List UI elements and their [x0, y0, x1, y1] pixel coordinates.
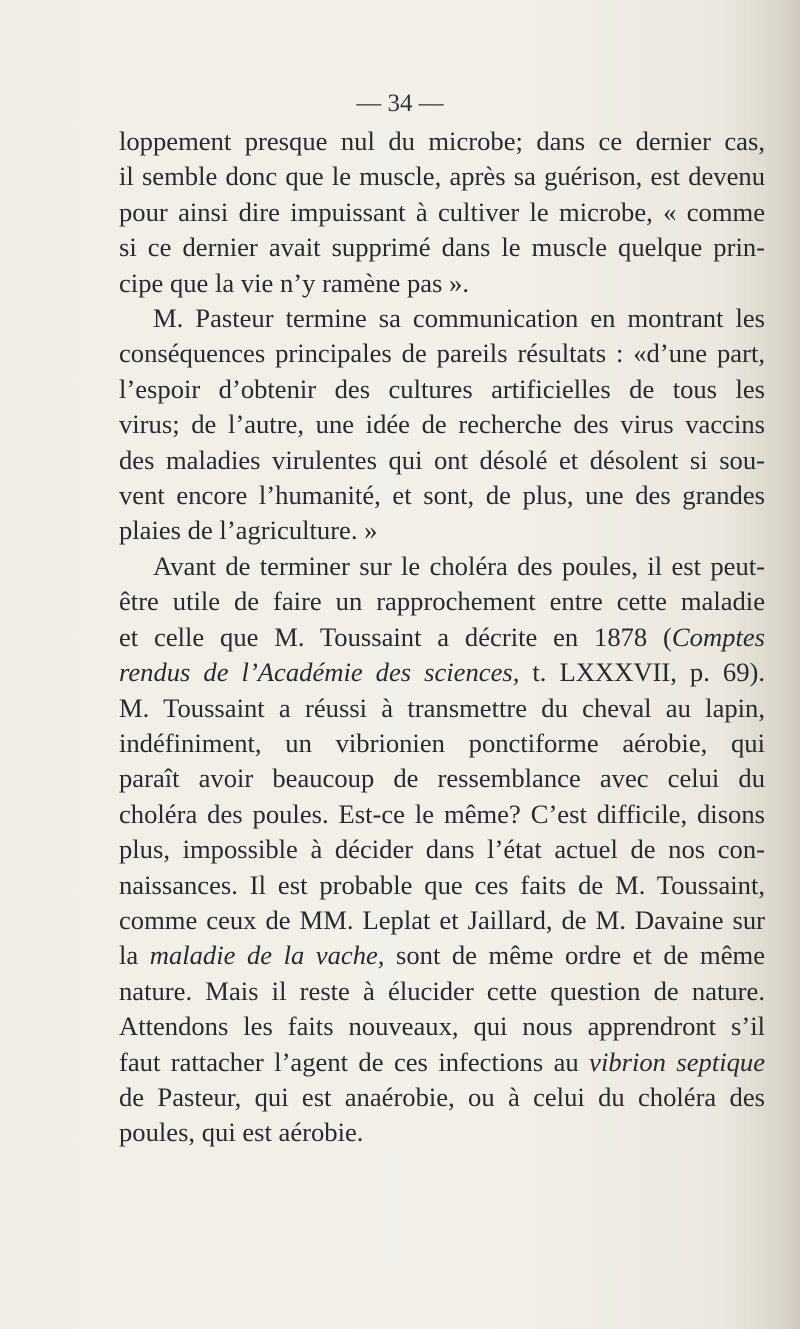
- text-run: sont de même ordre et de même: [384, 940, 766, 971]
- text-line: [119, 1045, 765, 1080]
- text-line: [119, 620, 765, 655]
- text-line: plus, impossible à décider dans l’état actuel de nos con-: [119, 834, 765, 865]
- text-line: poules, qui est aérobie.: [119, 1117, 364, 1148]
- text-line: l’espoir d’obtenir des cultures artificielles de tous les: [119, 373, 765, 404]
- text-line: choléra des poules. Est-ce le même? C’est difficile, disons: [119, 798, 765, 829]
- text-line: il semble donc que le muscle, après sa guérison, est devenu: [119, 161, 765, 192]
- text-line: des maladies virulentes qui ont désolé et désolent si sou-: [119, 444, 765, 475]
- text-line: nature. Mais il reste à élucider cette question de nature.: [119, 975, 765, 1006]
- citation-title: Comptes: [671, 621, 765, 652]
- text-line: si ce dernier avait supprimé dans le muscle quelque prin-: [119, 232, 765, 263]
- text-line: conséquences principales de pareils résultats : «d’une part,: [119, 338, 765, 369]
- text-line: naissances. Il est probable que ces faits de M. Toussaint,: [119, 869, 765, 900]
- text-line: loppement presque nul du microbe; dans ce dernier cas,: [119, 126, 765, 156]
- text-run: t. LXXXVII, p. 69).: [519, 657, 765, 688]
- text-line: être utile de faire un rapprochement entre cette maladie: [119, 586, 765, 617]
- text-line: virus; de l’autre, une idée de recherche des virus vaccins: [119, 409, 765, 440]
- text-line: Attendons les faits nouveaux, qui nous apprendront s’il: [119, 1011, 765, 1042]
- text-line: [119, 655, 765, 690]
- text-line: de Pasteur, qui est anaérobie, ou à celui du choléra des: [119, 1081, 765, 1112]
- text-run: la: [119, 940, 150, 971]
- paragraph-start: Avant de terminer sur le choléra des poules, il est peut-: [153, 550, 765, 581]
- text-run: et celle que M. Toussaint a décrite en 1878 (: [119, 621, 672, 652]
- text-line: vent encore l’humanité, et sont, de plus, une des grandes: [119, 480, 765, 511]
- body-text: [119, 124, 765, 1151]
- text-line: paraît avoir beaucoup de ressemblance avec celui du: [119, 763, 765, 794]
- page-number: — 34 —: [356, 90, 444, 117]
- text-line: indéfiniment, un vibrionien ponctiforme aérobie, qui: [119, 727, 765, 758]
- text-line: cipe que la vie n’y ramène pas ».: [119, 267, 470, 298]
- text-line: pour ainsi dire impuissant à cultiver le microbe, « comme: [119, 196, 765, 227]
- text-line: [119, 938, 765, 973]
- italic-term: maladie de la vache,: [149, 940, 385, 971]
- paragraph-start: M. Pasteur termine sa communication en montrant les: [153, 303, 765, 334]
- text-line: comme ceux de MM. Leplat et Jaillard, de M. Davaine sur: [119, 904, 765, 935]
- text-line: M. Toussaint a réussi à transmettre du cheval au lapin,: [119, 692, 765, 723]
- text-line: plaies de l’agriculture. »: [119, 515, 378, 546]
- text-run: faut rattacher l’agent de ces infections au: [119, 1046, 590, 1077]
- italic-term: vibrion septique: [589, 1046, 766, 1077]
- citation-title: rendus de l’Académie des sciences,: [119, 657, 520, 688]
